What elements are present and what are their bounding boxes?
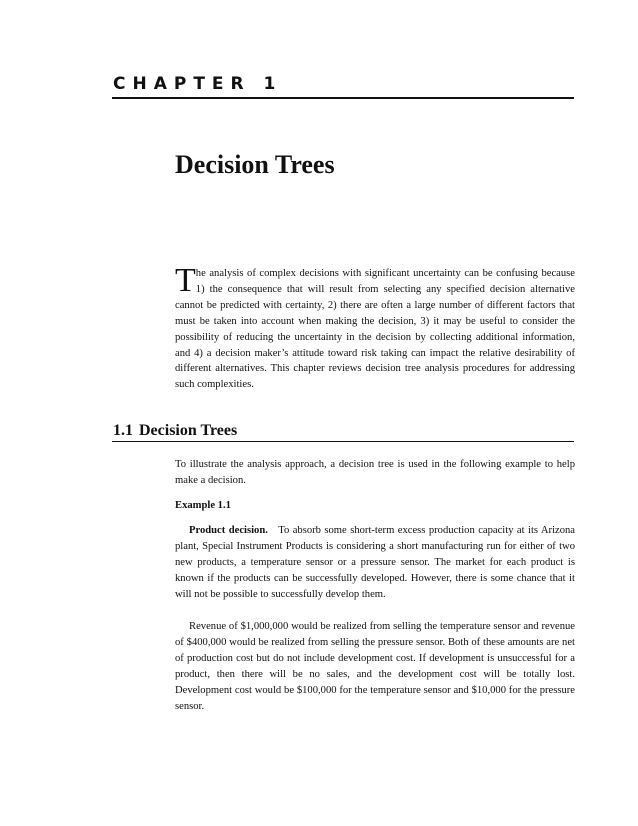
example-paragraph-1 bbox=[175, 523, 575, 603]
example-run-in-heading: Product decision. bbox=[189, 525, 268, 536]
intro-dropcap: T bbox=[175, 262, 196, 299]
example-paragraph-2: Revenue of $1,000,000 would be realized from selling the temperature sensor and revenue of $400,000 would be realized from selling the pressure sensor. Both of these amounts are net of production cost but do not include development cost. If development is unsuccessful for a product, then there will be no sales, and the development cost will be totally lost. Development cost would be $100,000 for the temperature sensor and $10,000 for the pressure sensor. bbox=[175, 621, 575, 712]
section-title: Decision Trees bbox=[139, 422, 238, 439]
section-rule bbox=[112, 441, 574, 442]
intro-text: he analysis of complex decisions with significant uncertainty can be confusing because 1) the consequence that will result from selecting any specified decision alternative cannot be predicted with certainty, 2) there are often a large number of different factors that must be taken into account when making the decision, 3) it may be useful to consider the possibility of reducing the uncertainty in the decision by collecting additional information, and 4) a decision maker’s attitude toward risk taking can impact the relative desirability of different alternatives. This chapter reviews decision tree analysis procedures for addressing such complexities. bbox=[175, 268, 575, 391]
chapter-label: CHAPTER 1 bbox=[113, 74, 283, 94]
chapter-title: Decision Trees bbox=[175, 150, 335, 179]
chapter-rule bbox=[112, 97, 574, 99]
section-heading bbox=[113, 422, 237, 440]
example-paragraph-1-text: To absorb some short-term excess production capacity at its Arizona plant, Special Instrument Products is considering a short manufacturing run for either of two new products, a temperature sensor or a pressure sensor. The market for each product is known if the products can be successfully developed. However, there is some chance that it will not be possible to successfully develop them. bbox=[175, 525, 576, 600]
section-intro-paragraph: To illustrate the analysis approach, a decision tree is used in the following example to help make a decision. bbox=[175, 459, 575, 486]
intro-paragraph bbox=[175, 262, 575, 393]
section-number: 1.1 bbox=[113, 422, 133, 439]
example-label: Example 1.1 bbox=[175, 500, 231, 511]
